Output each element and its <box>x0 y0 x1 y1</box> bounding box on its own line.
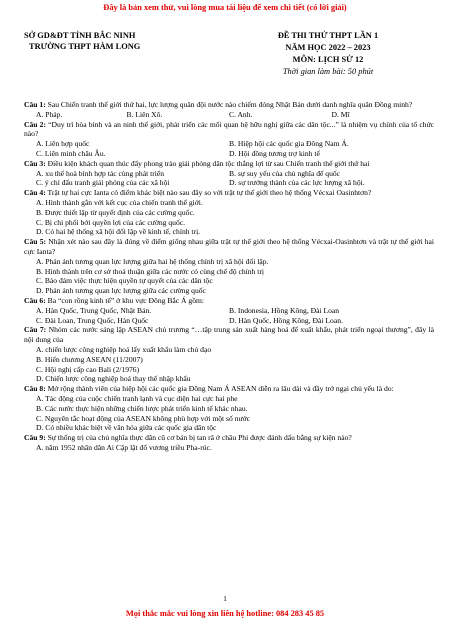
exam-title: ĐỀ THI THỬ THPT LẦN 1 <box>277 31 379 40</box>
option-d: D. Phản ánh tương quan lực lượng giữa các cường quốc <box>36 286 206 296</box>
time-limit: Thời gian làm bài: 50 phút <box>282 67 374 76</box>
question-4 <box>24 188 434 198</box>
option-d: D. sự trưởng thành của các lực lượng xã hội. <box>229 178 365 188</box>
question-text: Mở rộng thành viên của hiệp hội các quốc gia Đông Nam Á ASEAN diễn ra lâu dài và đầy trở ngại chủ yếu là do: <box>45 384 394 394</box>
option-b: B. Liên Xô. <box>126 109 163 119</box>
option-b: B. sự suy yếu của chủ nghĩa đế quốc <box>229 168 341 178</box>
option-d: D. Hàn Quốc, Hồng Kông, Đài Loan. <box>229 315 343 325</box>
exam-info-block <box>238 30 418 78</box>
option-c: C. Anh. <box>229 109 253 119</box>
question-3 <box>24 159 434 169</box>
option-d: D. Chiến lược công nghiệp hoá thay thế nhập khẩu <box>36 374 191 384</box>
question-number: Câu 7: <box>24 325 47 335</box>
question-7 <box>24 325 434 345</box>
issuer-block <box>24 30 140 52</box>
question-list <box>24 100 434 453</box>
option-a: A. xu thế hoà bình hợp tác cùng phát triển <box>36 168 165 178</box>
hotline-banner: Mọi thắc mắc vui lòng xin liên hệ hotline: 084 283 45 85 <box>125 609 325 618</box>
question-9 <box>24 433 434 443</box>
question-8 <box>24 384 434 394</box>
answer-options <box>24 149 434 159</box>
question-text: Nhóm các nước sáng lập ASEAN chủ trương “…tập trung sản xuất hàng hoá để xuất khẩu, phát triển ngoại thương”, đây là nội dung của <box>24 325 435 345</box>
option-c: C. Bị chi phối bởi quyền lợi của các cường quốc. <box>36 217 186 227</box>
option-a: A. Phản ánh tương quan lực lượng giữa hai hệ thống chính trị xã hội đối lập. <box>36 256 269 266</box>
question-number: Câu 9: <box>24 433 46 443</box>
option-a: A. Hàn Quốc, Trung Quốc, Nhật Bản. <box>36 305 152 315</box>
answer-options <box>24 316 434 326</box>
option-a: A. Pháp. <box>36 109 63 119</box>
question-number: Câu 4: <box>24 188 46 198</box>
option-b: B. Indonesia, Hồng Kông, Đài Loan <box>229 305 340 315</box>
preview-banner: Đây là bản xem thử, vui lòng mua tài liệu để xem chi tiết (có lời giải) <box>103 3 347 12</box>
option-b: B. Hình thành trên cơ sở thoả thuận giữa các nước có cùng chế độ chính trị <box>36 266 264 276</box>
question-6 <box>24 296 434 306</box>
option-b: B. Được thiết lập từ quyết định của các cường quốc. <box>36 207 195 217</box>
question-1 <box>24 100 434 110</box>
option-a: A. Hình thành gắn với kết cục của chiến tranh thế giới. <box>36 197 203 207</box>
option-c: C. Nguyên tắc hoạt động của ASEAN không phù hợp với một số nước <box>36 413 251 423</box>
question-text: Điều kiện khách quan thúc đẩy phong trào giải phóng dân tộc thắng lợi từ sau Chiến tranh thế giới thứ hai <box>45 158 370 168</box>
question-text: Ba “con rồng kinh tế” ở khu vực Đông Bắc Á gồm: <box>45 295 205 305</box>
question-number: Câu 6: <box>24 295 46 305</box>
answer-options <box>24 110 434 120</box>
option-d: D. Hội đồng tương trợ kinh tế <box>229 148 320 158</box>
department-name: SỞ GD&ĐT TỈNH BẮC NINH <box>24 31 136 40</box>
option-d: D. Có nhiều khác biệt về văn hóa giữa các quốc gia dân tộc <box>36 423 217 433</box>
option-c: C. ý chí đấu tranh giải phóng của các xã hội <box>36 178 170 188</box>
question-text: Sự thống trị của chủ nghĩa thực dân cũ cơ bản bị tan rã ở châu Phi được đánh dấu bằng sự kiện nào? <box>45 433 352 443</box>
question-number: Câu 5: <box>24 237 47 247</box>
answer-options <box>24 306 434 316</box>
option-b: B. Hiến chương ASEAN (11/2007) <box>36 354 143 364</box>
question-number: Câu 8: <box>24 384 46 394</box>
question-text: Nhận xét nào sau đây là đúng về điểm giống nhau giữa trật tự thế giới theo hệ thống Vécxai-Oasinhtơn và trật tự thế giới hai cực Ianta? <box>24 237 434 256</box>
question-number: Câu 2: <box>24 119 46 129</box>
option-a: A. năm 1952 nhân dân Ai Cập lật đổ vương triều Pha-rúc. <box>36 442 212 452</box>
option-a: A. chiến lược công nghiệp hoá lấy xuất khẩu làm chủ đạo <box>36 344 212 354</box>
option-b: B. Hiệp hội các quốc gia Đông Nam Á. <box>229 139 349 149</box>
question-5 <box>24 237 434 257</box>
option-c: C. Hội nghị cấp cao Bali (2/1976) <box>36 364 140 374</box>
answer-options <box>24 169 434 179</box>
question-text: Sau Chiến tranh thế giới thứ hai, lực lượng quân đội nước nào chiếm đóng Nhật Bản dưới danh nghĩa quân Đồng minh? <box>45 100 413 109</box>
option-a: A. Liên hợp quốc <box>36 139 90 149</box>
option-c: C. Liên minh châu Âu. <box>36 148 106 158</box>
exam-header <box>0 30 450 96</box>
answer-options <box>24 139 434 149</box>
question-number: Câu 3: <box>24 158 46 168</box>
question-text: Trật tự hai cực Ianta có điểm khác biệt nào sau đây so với trật tự thế giới theo hệ thống Vécxai Oasinhtơn? <box>45 188 372 198</box>
question-2 <box>24 120 434 140</box>
school-name: TRƯỜNG THPT HÀM LONG <box>29 42 141 51</box>
option-b: B. Các nước thực hiện những chiến lược phát triển kinh tế khác nhau. <box>36 403 248 413</box>
option-d: D. Có hai hệ thống xã hội đối lập về kinh tế, chính trị. <box>36 227 201 237</box>
option-c: C. Đài Loan, Trung Quốc, Hàn Quốc <box>36 315 149 325</box>
answer-options <box>24 178 434 188</box>
school-year: NĂM HỌC 2022 – 2023 <box>285 43 371 52</box>
page-number: 1 <box>223 594 227 603</box>
subject-name: MÔN: LỊCH SỬ 12 <box>292 55 364 64</box>
option-d: D. Mĩ <box>331 109 350 119</box>
option-c: C. Bảo đảm việc thực hiện quyền tự quyết của các dân tộc <box>36 276 213 286</box>
option-a: A. Tác động của cuộc chiến tranh lạnh và cục diện hai cực hai phe <box>36 393 238 403</box>
question-number: Câu 1: <box>24 100 46 109</box>
question-text: “Duy trì hòa bình và an ninh thế giới, phát triển các mối quan hệ hữu nghị giữa các dân tộc...” là nhiệm vụ chính của tổ chức nào? <box>24 119 435 139</box>
